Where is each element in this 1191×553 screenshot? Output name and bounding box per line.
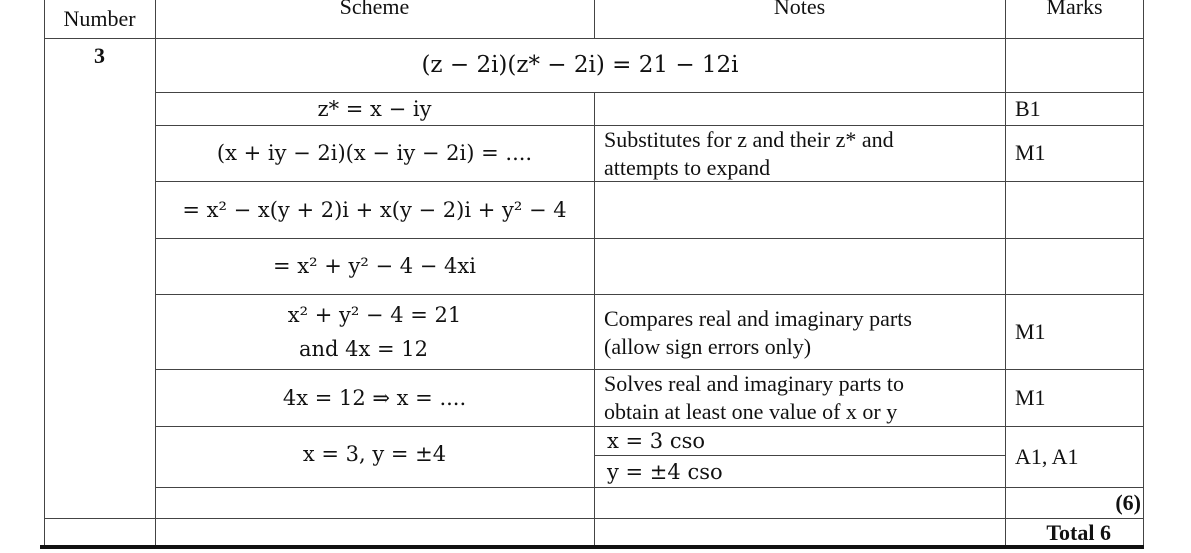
scheme-simplified: = x² + y² − 4 − 4xi: [273, 254, 476, 278]
notes-solve: [594, 370, 1005, 426]
header-notes: Notes: [773, 0, 826, 19]
scheme-compare: [155, 296, 594, 368]
scheme-given-equation: (z − 2i)(z* − 2i) = 21 − 12i: [421, 52, 739, 78]
row-divider: [155, 294, 1144, 295]
notes-substitution: [594, 126, 1005, 182]
mark-a1-a1: A1, A1: [1015, 443, 1079, 469]
scheme-answer: x = 3, y = ±4: [302, 441, 447, 466]
mark-m1: M1: [1015, 140, 1046, 165]
table-border-bottom: [40, 545, 1144, 549]
notes-line: Compares real and imaginary parts: [604, 305, 912, 331]
notes-line: (allow sign errors only): [604, 333, 812, 359]
mark-b1: B1: [1015, 95, 1041, 121]
notes-line: Substitutes for z and their z* and: [604, 127, 894, 152]
header-marks: Marks: [1046, 0, 1103, 19]
scheme-conjugate: z* = x − iy: [317, 96, 432, 121]
table-border-left: [44, 0, 45, 548]
notes-line: attempts to expand: [604, 155, 771, 180]
notes-answer-y: y = ±4 cso: [607, 459, 723, 484]
mark-scheme-table: [44, 0, 1144, 548]
notes-answer-x: x = 3 cso: [607, 428, 706, 453]
scheme-expansion: = x² − x(y + 2)i + x(y − 2)i + y² − 4: [182, 197, 567, 222]
scheme-substitution: (x + iy − 2i)(x − iy − 2i) = ....: [216, 141, 533, 165]
notes-line: obtain at least one value of x or y: [604, 399, 898, 424]
row-divider: [155, 487, 1144, 488]
row-divider: [44, 518, 1144, 519]
notes-line: Solves real and imaginary parts to: [604, 371, 904, 396]
scheme-solve: 4x = 12 ⇒ x = ....: [282, 385, 467, 410]
header-question-number: Number: [63, 6, 136, 31]
notes-compare: [594, 296, 1005, 369]
subtotal: (6): [1115, 490, 1141, 515]
scheme-line: and 4x = 12: [298, 337, 429, 361]
mark-m1: M1: [1015, 384, 1046, 410]
scheme-line: x² + y² − 4 = 21: [287, 303, 462, 327]
question-number: 3: [94, 43, 105, 68]
header-scheme: Scheme: [339, 0, 410, 19]
mark-m1: M1: [1015, 318, 1046, 344]
total: Total 6: [1046, 520, 1111, 545]
